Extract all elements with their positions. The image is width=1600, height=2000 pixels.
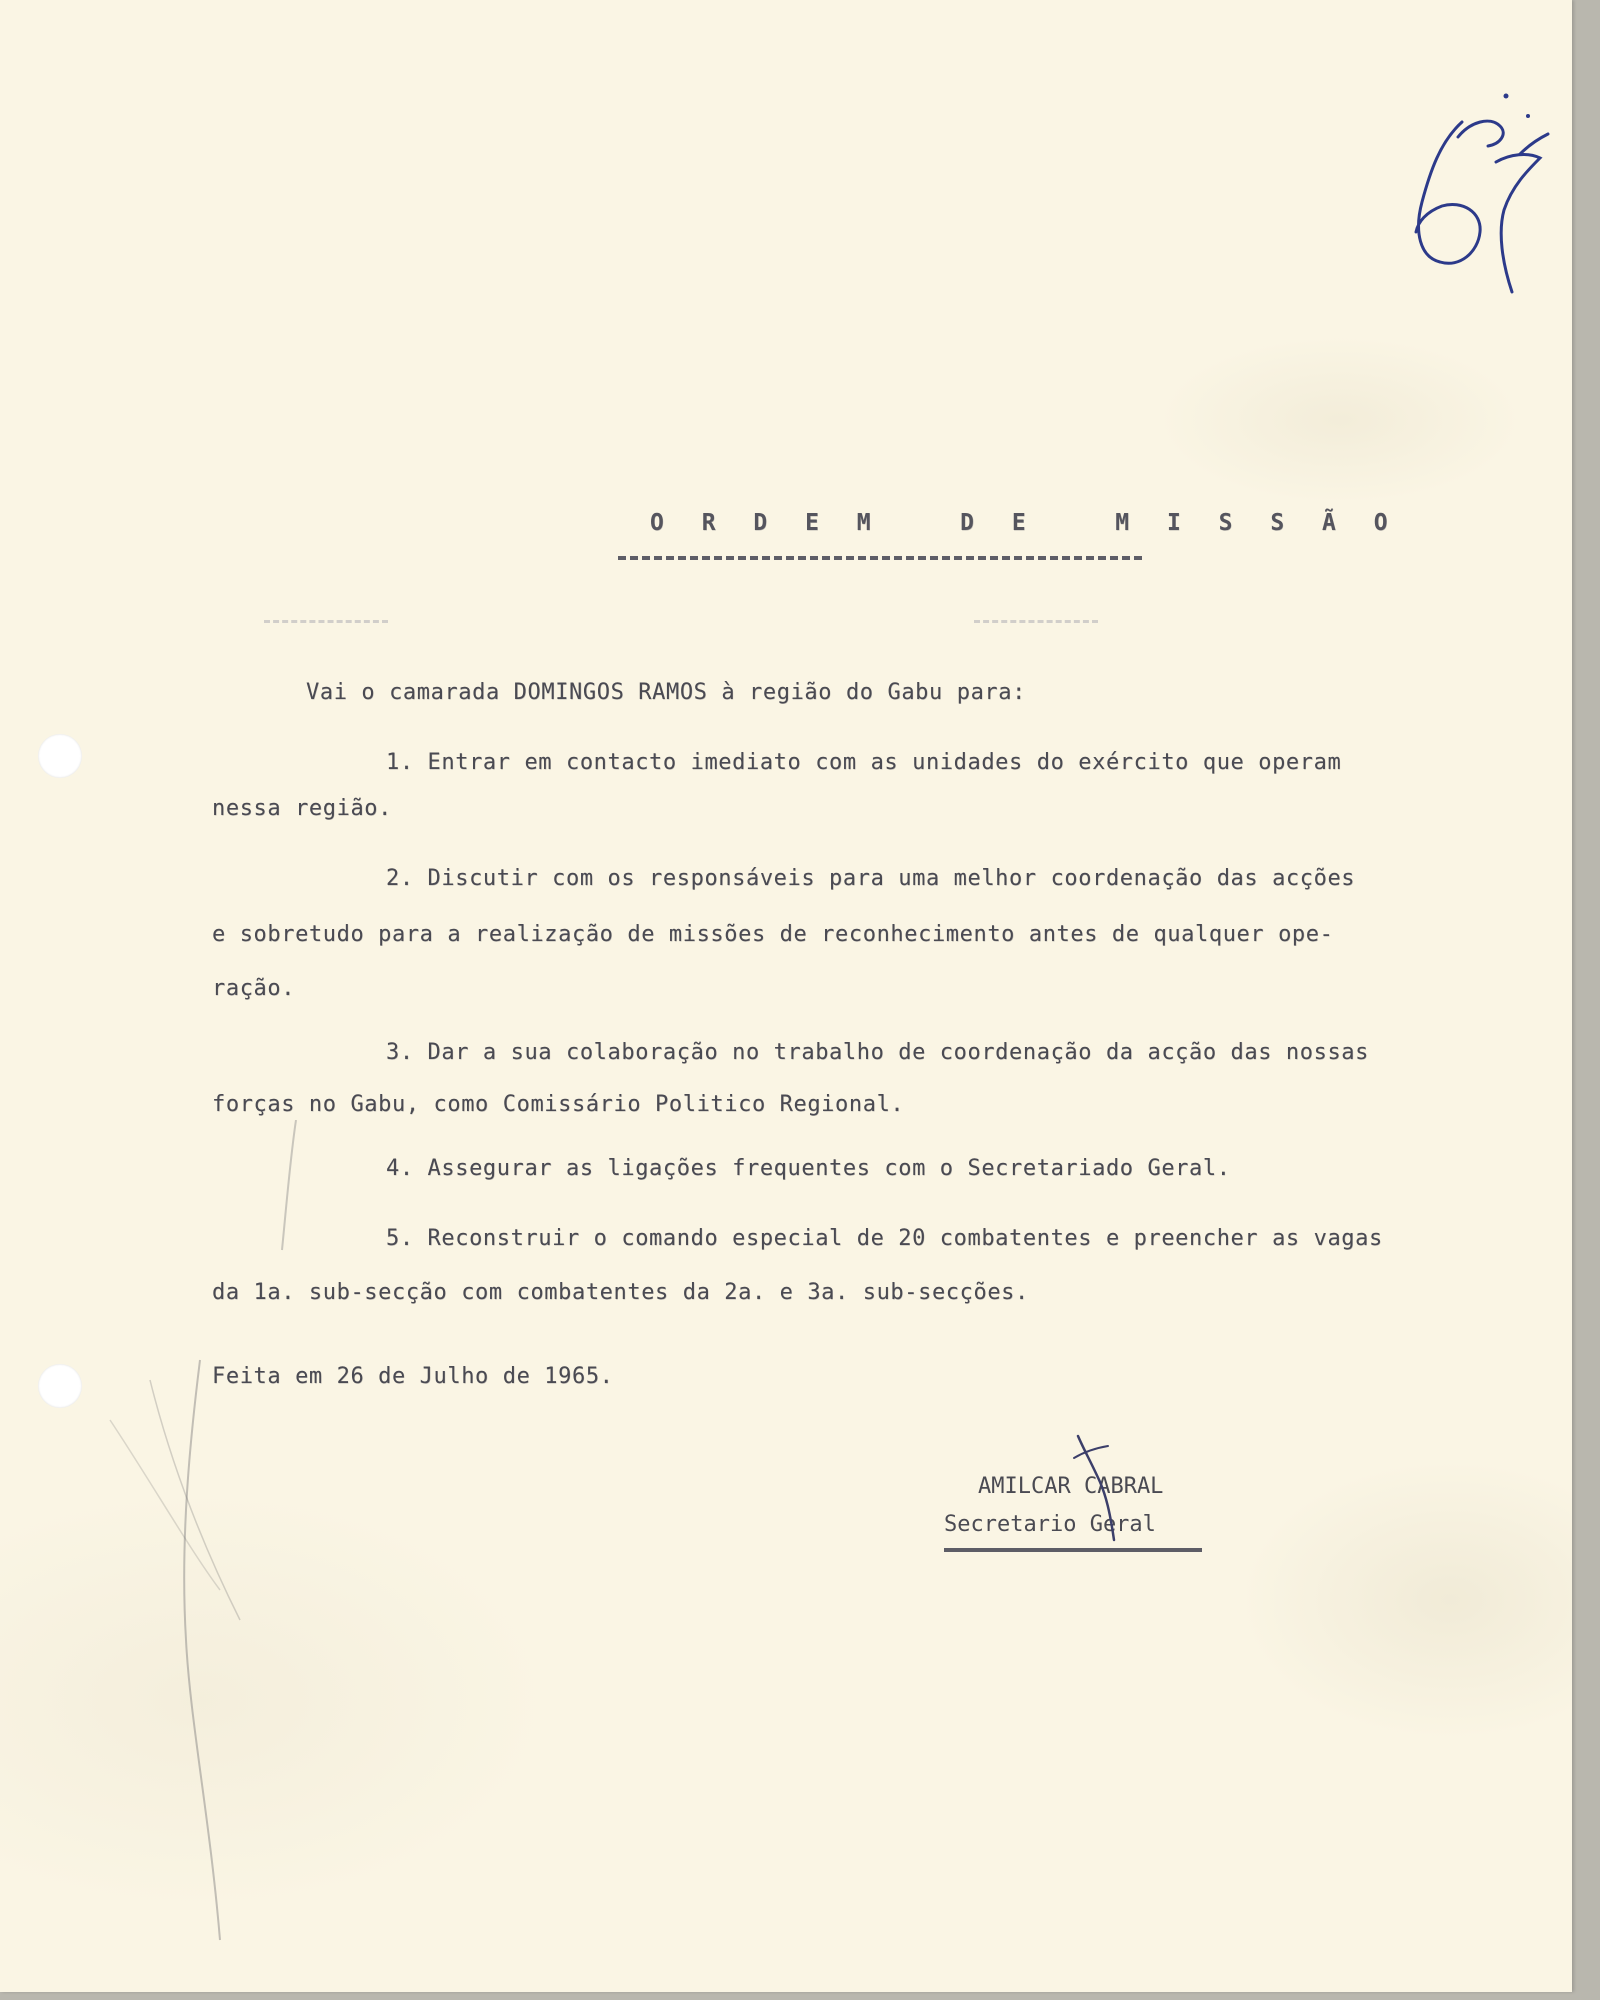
intro-line: Vai o camarada DOMINGOS RAMOS à região do Gabu para:	[306, 680, 1026, 705]
item-2-line-3: ração.	[212, 976, 296, 1001]
faint-line-right	[974, 620, 1098, 623]
item-5-line-2: da 1a. sub-secção com combatentes da 2a. e 3a. sub-secções.	[212, 1280, 1029, 1305]
item-1-line-2: nessa região.	[212, 796, 392, 821]
item-3-line-1: 3. Dar a sua colaboração no trabalho de coordenação da acção das nossas	[386, 1040, 1370, 1065]
item-2-line-2: e sobretudo para a realização de missões de reconhecimento antes de qualquer ope-	[212, 922, 1334, 947]
item-5-line-1: 5. Reconstruir o comando especial de 20 combatentes e preencher as vagas	[386, 1226, 1383, 1251]
document-title: O R D E M D E M I S S Ã O	[650, 510, 1400, 536]
date-line: Feita em 26 de Julho de 1965.	[212, 1364, 614, 1389]
pencil-scribbles	[90, 1120, 350, 1980]
punch-hole-bottom	[38, 1364, 82, 1408]
signature-flourish	[1070, 1430, 1130, 1550]
item-4-line-1: 4. Assegurar as ligações frequentes com o Secretariado Geral.	[386, 1156, 1231, 1181]
item-1-line-1: 1. Entrar em contacto imediato com as unidades do exército que operam	[386, 750, 1342, 775]
signatory-name: AMILCAR CABRAL	[978, 1474, 1164, 1499]
signatory-title: Secretario Geral	[944, 1512, 1156, 1537]
item-3-line-2: forças no Gabu, como Comissário Politico Regional.	[212, 1092, 905, 1117]
punch-hole-top	[38, 734, 82, 778]
item-2-line-1: 2. Discutir com os responsáveis para uma melhor coordenação das acções	[386, 866, 1356, 891]
title-underline	[618, 556, 1142, 560]
handwritten-page-mark	[1400, 82, 1560, 302]
faint-line-left	[264, 620, 388, 623]
